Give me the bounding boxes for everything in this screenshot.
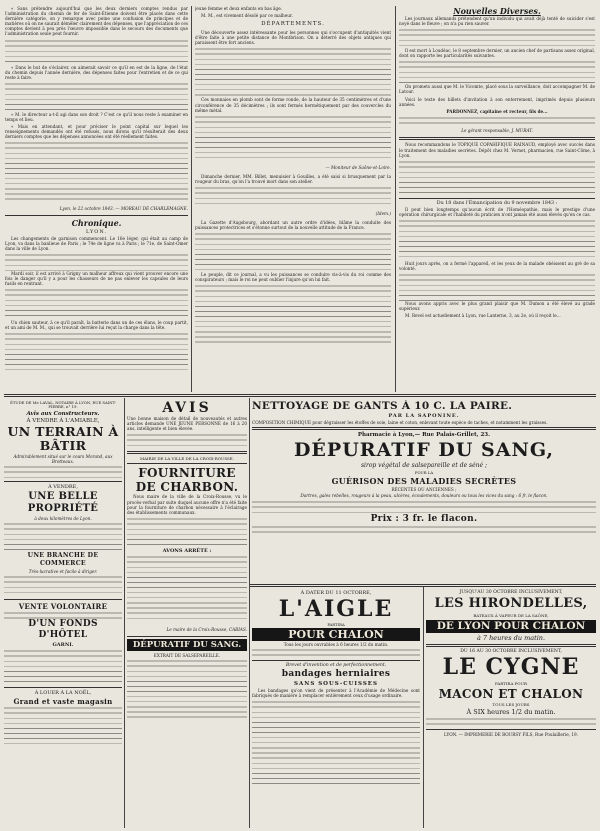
cygne-time: À SIX heures 1/2 du matin.	[466, 708, 556, 717]
column-rule	[191, 6, 192, 392]
left-signature: Lyon, le 22 octobre 1843. — MOREAU DE CHARLEMAGNE.	[59, 205, 188, 211]
column-rule	[249, 398, 250, 828]
departements-title: DÉPARTEMENTS.	[261, 21, 325, 28]
middle-news-column	[195, 6, 391, 391]
garni-label: GARNI.	[52, 641, 74, 648]
right-notice: Nous recommandons le TOPIQUE COPAHIFIQUE RAINAUD, employé avec succès dans le traitement des maladies secrètes. Dépôt chez M. Vernet, pharmacien, rue Saint-Côme, à Lyon.	[399, 142, 595, 158]
sale-header: ÉTUDE DE Me LAVAL, NOTAIRE À LYON, RUE SAINT-PIERRE, n° 19.	[10, 400, 116, 410]
departements-paragraph: Une découverte assez intéressante pour les personnes qui s'occupent d'antiquités vient d'être faite à une petite distance de Montbrison. On a déterré des objets antiques qui paraissent être fort anciens.	[195, 30, 391, 46]
departements-paragraph: Ces monnaies en plomb sont de forme ronde, de la hauteur de 35 centimètres et d'une circonférence de 35 décimètres ; ils sont fermés hermétiquement par des couvercles du même métal.	[195, 97, 391, 113]
text-block	[127, 555, 247, 623]
bandages-text: Les bandages qu'on vient de présenter à l'Académie de Médecine sont fabriqués de manière à remplacer entièrement ceux d'usage ordinaire.	[252, 688, 420, 699]
divider	[4, 687, 122, 688]
terrain-sub: Admirablement situé sur le cours Morand, aux Brotteaux.	[13, 453, 113, 464]
propriete-title: UNE BELLE PROPRIÉTÉ	[27, 490, 99, 514]
cygne-tous: TOUS LES JOURS	[492, 702, 530, 708]
divider	[399, 198, 595, 199]
text-block	[4, 611, 122, 619]
depuratif2-title: DÉPURATIF DU SANG.	[127, 639, 247, 651]
sale-section: Avis aux Constructeurs.	[26, 410, 100, 417]
text-block	[4, 575, 122, 597]
hirondelles-sub: BATEAUX À VAPEUR DE LA SAÔNE,	[473, 613, 549, 618]
middle-source: (Idem.)	[375, 210, 391, 216]
chronique-paragraph: Mardi soir, il est arrivé à Grigny un malheur affreux qui vient prouver encore une fois le danger qu'il y a pour les chasseurs de ne pas enlever les capsules de leurs fusils en rentrant.	[5, 270, 188, 287]
cygne-dest: MACON ET CHALON	[438, 687, 584, 702]
avis-title: AVIS	[162, 400, 212, 416]
text-block	[127, 517, 247, 547]
text-block	[252, 525, 596, 533]
right-paragraph: Voici le texte des billets d'invitation à son enterrement, imprimés depuis plusieurs années.	[399, 96, 595, 107]
text-block	[5, 82, 188, 112]
text-block	[399, 273, 595, 301]
cygne-partira: PARTIRA POUR	[495, 681, 527, 687]
ads-column-d	[252, 589, 420, 829]
text-block	[252, 648, 420, 658]
imprimerie: LYON. — IMPRIMERIE DE BOURSY FILS, Rue Poulaillerie, 19.	[443, 732, 579, 738]
aigle-date: À DATER DU 11 OCTOBRE,	[300, 590, 372, 596]
brevet-title: Brevet d'invention et de perfectionnement.	[285, 663, 387, 668]
ads-column-c	[252, 400, 596, 582]
cygne-title: LE CYGNE	[442, 654, 580, 681]
text-block	[195, 186, 391, 206]
text-block	[195, 115, 391, 161]
departements-paragraph: La Gazette d'Augsbourg, abordant un autre ordre d'idées, blâme la conduite des puissances protectrices et s'étonne surtout de la nouvelle attitude de la France.	[195, 219, 391, 230]
depuratif-sub: sirop végétal de salsepareille et de séné ;	[360, 462, 488, 470]
middle-intro-2: M. M., est vivement désolé par ce malheur.	[201, 13, 293, 19]
text-block	[5, 39, 188, 65]
departements-paragraph: Dimanche dernier, MM. Billet, menuisier à Gouilles, a été saisi si brusquement par la rougeur du bras, qu'on l'a trouvé mort dans son atelier.	[195, 174, 391, 185]
text-block	[4, 649, 122, 685]
guerison-title: GUÉRISON DES MALADIES SECRÈTES	[331, 476, 517, 487]
divider	[127, 451, 247, 454]
right-quote-line: PARDONNEZ, capitaine et recteur, fils de...	[446, 108, 548, 114]
gerant-signature: Le gérant responsable, J. MURAT.	[461, 128, 533, 134]
divider	[4, 481, 122, 482]
divider	[426, 729, 596, 730]
nettoyage-title: NETTOYAGE DE GANTS À 10 C. LA PAIRE.	[252, 400, 513, 412]
middle-source: — Moniteur de Saône-et-Loire.	[325, 164, 391, 170]
chronique-title: Chronique.	[71, 217, 122, 228]
chronique-place: LYON.	[85, 228, 108, 235]
left-paragraph: « Mais en attendant, et pour préciser le point capital sur lequel les renseignements demandés ont été refusés, nous dirons qu'il résulterait des deux derniers comptes que les dépenses annoncées ont été réellement faites.	[5, 124, 188, 140]
emancipation-paragraph: Nous avons appris avec le plus grand plaisir que M. Dumon a été élevé au grade supérieur.	[399, 301, 595, 312]
propriete-verb: À VENDRE,	[48, 483, 78, 490]
text-block	[399, 160, 595, 196]
guerison-sub: RÉCENTES OU ANCIENNES ;	[391, 487, 457, 493]
text-block	[5, 253, 188, 271]
chronique-paragraph: Les changements de garnison commencent. Le 16e léger, qui était au camp de Lyon, va dans la banlieue de Paris ; le 74e de ligne va à Paris ; le 71e, de Saint-Omer dans la ville de Lyon.	[5, 235, 188, 251]
bandages-title: bandages herniaires	[281, 669, 391, 679]
divider	[127, 636, 247, 637]
aigle-dest: POUR CHALON	[252, 628, 420, 641]
text-block	[252, 500, 596, 514]
text-block	[5, 141, 188, 201]
divider	[252, 427, 596, 430]
text-block	[127, 659, 247, 719]
left-paragraph: « Sans prétendre aujourd'hui que les deux derniers comptes rendus par l'administration du chemin de fer de Saint-Étienne doivent être placés dans cette dernière catégorie, on y remarque avec peine une confusion de principes et de matières où on ne saurait démêler clairement des dépenses, que l'appréciation de ces comptes devient à peu près l'œuvre impossible dans le secours des documents que l'administration seule peut fournir.	[5, 6, 188, 37]
vente-title: VENTE VOLONTAIRE	[18, 601, 108, 611]
text-block	[4, 706, 122, 746]
avons-arrete: AVONS ARRÊTÉ :	[162, 547, 212, 554]
commerce-title: UNE BRANCHE DE COMMERCE	[27, 551, 99, 567]
prix-label: Prix : 3 fr. le flacon.	[370, 514, 478, 525]
right-news-column	[399, 6, 595, 391]
hirondelles-time: à 7 heures du matin.	[476, 634, 546, 642]
text-block	[195, 284, 391, 344]
terrain-title: UN TERRAIN À BÂTIR	[7, 423, 119, 453]
depuratif-title: DÉPURATIF DU SANG,	[293, 439, 555, 462]
emancipation-paragraph: Il peut bien longtemps qu'aucun écrit de l'Homéopathie, mais le prestige d'une opération chirurgicale et l'habileté du praticien n'ont jamais été aussi élevés qu'en ce cas.	[399, 206, 595, 217]
text-block	[252, 700, 420, 784]
column-rule	[395, 6, 396, 392]
text-block	[5, 288, 188, 320]
left-paragraph: « Dans le but de s'éclairer, on aimerait savoir ce qu'il en est de la ligne, de l'état du chemin depuis l'année dernière, des dépenses faites pour l'entretien et de ce qui reste à faire.	[5, 64, 188, 80]
ads-column-b	[127, 400, 247, 828]
nouvelles-title: Nouvelles Diverses.	[453, 6, 541, 16]
charbon-title: FOURNITURE DE CHARBON.	[135, 466, 239, 495]
text-block	[399, 28, 595, 48]
nettoyage-sub: PAR LA SAPONINE.	[388, 413, 460, 419]
depuratif-text: Dartres, gales rebelles, rougeurs à la peau, ulcères, écoulements, douleurs ou tous les vices du sang : 6 fr. le flacon.	[300, 493, 548, 499]
column-rule	[423, 587, 424, 828]
right-paragraph: On promets aussi que M. le Vicomte, placé sous la surveillance, doit accompagner M. de Latour.	[399, 84, 595, 95]
text-block	[399, 60, 595, 84]
depuratif-sub-2: POUR LA	[414, 470, 434, 476]
right-paragraph: Les journaux allemands prétendent qu'un individu qui avait déjà tenté de suicider s'est noyé dans le fleuve ; on n'a pu rien sauver.	[399, 16, 595, 27]
ads-column-e	[426, 589, 596, 829]
emancipation-title: Du 18 dans l'Émancipation du 9 novembre 1843 :	[436, 200, 558, 206]
sale-verb: À VENDRE À L'AMIABLE,	[26, 417, 100, 424]
aigle-time: Tous les jours ouvrables à 6 heures 1/2 du matin.	[283, 642, 389, 647]
column-rule	[124, 398, 125, 828]
chronique-paragraph: Un chien sauteur, à ce qu'il paraît, la batterie dans un de ces élans, le coup partit, et un ami de M. M., qui se trouvait derrière lui reçut la charge dans la tête.	[5, 320, 188, 331]
text-block	[195, 232, 391, 272]
hirondelles-title: LES HIRONDELLES,	[434, 596, 588, 611]
cygne-date: DU 16 AU 30 OCTOBRE INCLUSIVEMENT,	[460, 649, 562, 655]
divider	[426, 644, 596, 647]
charbon-signature: Le maire de la Croix-Rousse, CABIAS.	[166, 627, 247, 633]
divider	[5, 215, 188, 216]
text-block	[399, 219, 595, 261]
text-block	[399, 116, 595, 124]
right-signature-2: M. Revel est actuellement à Lyon, rue Lanterne, 3, au 2e, où il reçoit le...	[405, 313, 561, 319]
charbon-text: Nous maire de la ville de la Croix-Rousse, vu le procès-verbal par suite duquel aucune offre n'a été faite pour la fourniture de charbon nécessaire à l'éclairage des établissements communaux.	[127, 494, 247, 515]
divider	[127, 463, 247, 464]
departements-paragraph: Le peuple, dit ce journal, a vu les puissances se conduire vis-à-vis du roi comme des conspirateurs ; mais le roi ne peut oublier l'injure qu'on lui fait.	[195, 271, 391, 282]
text-block	[4, 522, 122, 552]
text-block	[5, 332, 188, 372]
propriete-sub: à deux kilomètres de Lyon.	[34, 515, 92, 521]
pharmacie-header: Pharmacie à Lyon,— Rue Palais-Grillet, 23.	[357, 432, 491, 439]
depuratif2-sub: EXTRAIT DE SALSEPAREILLE.	[153, 653, 221, 659]
emancipation-paragraph: Huit jours après, on a fermé l'appareil, et les yeux de la malade obéissent au gré de sa volonté.	[399, 260, 595, 271]
text-block	[426, 717, 596, 727]
nettoyage-text: COMPOSITION CHIMIQUE pour dégraisser les étoffes de soie, laine et coton, enlevant toute espèce de taches, et notamment les graisses.	[252, 420, 548, 425]
commerce-sub: Très-lucrative et facile à diriger.	[28, 568, 98, 574]
middle-intro: jeune femme et deux enfants en bas âge.	[195, 6, 283, 11]
ads-column-a	[4, 400, 122, 828]
magasin-title: Grand et vaste magasin	[13, 696, 113, 706]
right-paragraph: Il est mort à Loudéac, le 8 septembre dernier, un ancien chef de partisans assez original, dont on rapporte les particularités suivantes.	[399, 48, 595, 59]
left-paragraph: « M. le directeur a-t-il agi dans son droit ? C'est ce qu'il nous reste à examiner en temps et lieu.	[5, 111, 188, 122]
aigle-title: L'AIGLE	[278, 596, 394, 622]
divider	[252, 660, 420, 661]
left-news-column	[5, 6, 188, 391]
hirondelles-dest: DE LYON POUR CHALON	[426, 620, 596, 633]
avis-text: Une bonne maison de détail de nouveautés et autres articles demande UNE JEUNE PERSONNE de 16 à 20 ans, intelligente et bien élevée.	[127, 416, 247, 432]
aigle-partira: PARTIRA	[327, 622, 345, 627]
bandages-sub: SANS SOUS-CUISSES	[294, 681, 378, 687]
section-separator	[4, 394, 596, 397]
mairie-header: MAIRIE DE LA VILLE DE LA CROIX-ROUSSE.	[139, 456, 234, 462]
hirondelles-date: JUSQU'AU 30 OCTOBRE INCLUSIVEMENT,	[459, 590, 563, 595]
divider	[399, 137, 595, 140]
text-block	[195, 47, 391, 97]
divider	[4, 599, 122, 600]
fonds-title: D'UN FONDS D'HÔTEL	[28, 618, 98, 640]
louer-title: À LOUER À LA NOËL,	[34, 689, 92, 696]
text-block	[127, 433, 247, 449]
text-block	[4, 465, 122, 479]
